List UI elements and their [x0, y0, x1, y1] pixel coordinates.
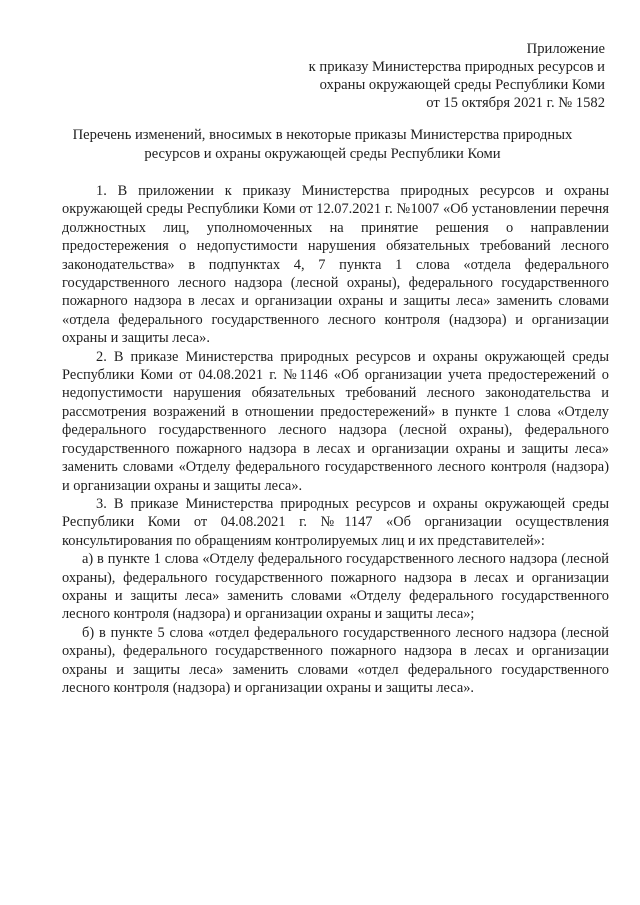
appendix-header	[250, 40, 605, 112]
paragraph-1: 1. В приложении к приказу Министерства природных ресурсов и охраны окружающей среды Республики Коми от 12.07.2021 г. №1007 «Об установлении перечня должностных лиц, уполномоченных на принятие решения о направлении предостережения о недопустимости нарушения обязательных требований лесного законодательства» в подпунктах 4, 7 пункта 1 слова «отдела федерального государственного лесного надзора (лесной охраны), федерального государственного пожарного надзора в лесах и организации охраны и защиты леса» заменить словами «отдела федерального государственного лесного контроля (надзора) и организации охраны и защиты леса».	[62, 183, 609, 347]
header-line: к приказу Министерства природных ресурсов и	[308, 59, 605, 75]
title-line: Перечень изменений, вносимых в некоторые приказы Министерства природных	[72, 127, 573, 143]
subparagraph-a: а) в пункте 1 слова «Отделу федерального государственного лесного надзора (лесной охраны), федерального государственного пожарного надзора в лесах и организации охраны и защиты леса» заменить словами «Отделу федерального государственного лесного контроля (надзора) и организации охраны и защиты леса»;	[62, 551, 609, 623]
subparagraph-b: б) в пункте 5 слова «отдел федерального государственного лесного надзора (лесной охраны), федерального государственного пожарного надзора в лесах и организации охраны и защиты леса» заменить словами «отдел федерального государственного лесного контроля (надзора) и организации охраны и защиты леса».	[62, 624, 609, 696]
title-line: ресурсов и охраны окружающей среды Республики Коми	[144, 146, 501, 162]
document-body	[62, 182, 609, 697]
paragraph-2: 2. В приказе Министерства природных ресурсов и охраны окружающей среды Республики Коми от 04.08.2021 г. №1146 «Об организации учета предостережений о недопустимости нарушения обязательных требований лесного законодательства и рассмотрения возражений в отношении предостережений» в пункте 1 слова «Отделу федерального государственного лесного надзора (лесной охраны), федерального государственного пожарного надзора в лесах и организации охраны и защиты леса» заменить словами «Отделу федерального государственного лесного контроля (надзора) и организации охраны и защиты леса».	[62, 348, 609, 494]
paragraph-3: 3. В приказе Министерства природных ресурсов и охраны окружающей среды Республики Коми от 04.08.2021 г. №1147 «Об организации осуществления консультирования по обращениям контролируемых лиц и их представителей»:	[62, 495, 609, 549]
document-title	[55, 126, 590, 164]
header-line: от 15 октября 2021 г. № 1582	[426, 95, 605, 111]
header-line: охраны окружающей среды Республики Коми	[319, 77, 605, 93]
header-line: Приложение	[526, 41, 605, 57]
